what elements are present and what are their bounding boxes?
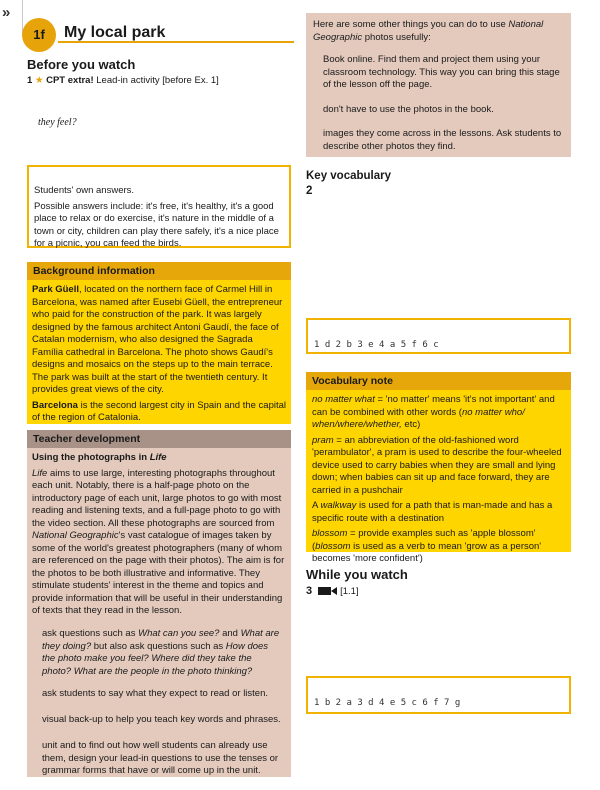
vocab-note-walkway: A walkway is used for a path that is man-made and has a specific route with a destination [312,500,553,524]
vocabulary-note-title: Vocabulary note [306,372,571,390]
answer-line-1: Students' own answers. [34,185,135,196]
photo-tip-3: images they come across in the lessons. Ask students to describe other photos they find. [323,128,562,152]
exercise-3-line [306,585,359,597]
exercise-2-number: 2 [306,185,313,197]
teacher-tip-4: unit and to find out how well students can already use them, design your lead-in questions to use the tenses or grammar forms that have or will come up in the unit. [42,740,279,776]
teacher-tip-3: visual back-up to help you teach key words and phrases. [42,714,281,725]
exercise-3-track: [1.1] [340,585,359,597]
background-information-title: Background information [27,262,291,280]
vocabulary-note-box [306,372,571,564]
before-you-watch-heading: Before you watch [27,57,136,72]
vocab-note-blossom: blossom = provide examples such as 'apple blossom' (blossom is used as a verb to mean 'grow as a person' becomes 'more confident') [312,528,542,564]
photo-tip-2: don't have to use the photos in the book. [323,103,494,115]
vocab-note-no-matter: no matter what = 'no matter' means 'it's not important' and can be combined with other words (no matter who/ when/where/whether, etc) [312,394,555,430]
cpt-extra-label: CPT extra! [46,75,94,86]
answer-box-2 [306,318,571,354]
video-camera-icon [318,587,331,595]
exercise-3-number: 3 [306,585,313,597]
exercise-1-text: Lead-in activity [before Ex. 1] [96,75,219,86]
teacher-development-box [27,430,291,777]
teacher-development-title: Teacher development [27,430,291,448]
partial-question-text: they feel? [38,117,77,128]
exercise-1-line [27,75,219,86]
teacher-tip-2: ask students to say what they expect to read or listen. [42,688,269,699]
background-information-box [27,262,291,424]
photo-tips-intro: Here are some other things you can do to use National Geographic photos usefully: [313,19,544,43]
teacher-development-body: Life aims to use large, interesting photographs throughout each unit. Notably, there is a half-page photo on the introductory page of each unit, large photos to go with most reading and listening texts, and a full-page photo to go with the video section. All these photographs are sourced from National Geographic's vast catalogue of images taken by some of the world's greatest photographers (many of whom are referenced on the page with their photos). The aim is for the photos to be both illustrative and informative. They stimulate students' interest in the theme and topics and provide information that will be useful in their understanding of texts that they read in the lesson. [32,467,285,616]
vocab-note-pram: pram = an abbreviation of the old-fashioned word 'perambulator', a pram is used to describe the four-wheeled device used to carry babies when they are small and lying down; when babies can sit up and face forward, they are carried in a pushchair [312,434,562,496]
answer-box-1 [27,165,291,248]
lesson-number: 1f [33,27,45,42]
answer-box-3 [306,676,571,714]
background-paragraph-2: Barcelona is the second largest city in Spain and the capital of the region of Catalonia. [32,399,287,423]
answers-exercise-2: 1 d 2 b 3 e 4 a 5 f 6 c [314,340,439,350]
teacher-tip-1: ask questions such as What can you see? and What are they doing? but also ask questions such as How does the photo make you feel? Where did they take the photo? What are the people in the photo thinking? [42,628,280,677]
answer-line-2: Possible answers include: it's free, it's healthy, it's a good place to relax or do exercise, it's nature in the middle of a town or city, children can play there safely, it's a nice place for a picnic, you can feed the birds. [34,200,279,249]
photo-tips-box [306,13,571,157]
star-icon: ★ [34,75,44,86]
answers-exercise-3: 1 b 2 a 3 d 4 e 5 c 6 f 7 g [314,698,461,708]
background-paragraph-1: Park Güell, located on the northern face of Carmel Hill in Barcelona, was named after Eusebi Güell, the entrepreneur who paid for the construction of the park. It was largely designed by the famous architect Antoni Gaudí, the face of Catalan modernism, who also designed the Sagrada Família cathedral in Barcelona. The photo shows Gaudí's designs and mosaics on the steps up to the main terrace. The park was built at the start of the twentieth century. It provides great views of the city. [32,284,283,395]
teacher-development-subtitle: Using the photographs in Life [32,452,167,463]
exercise-number: 1 [27,75,33,86]
while-you-watch-heading: While you watch [306,567,408,582]
title-underline [58,41,294,43]
nav-arrow-button[interactable] [0,0,23,34]
lesson-title: My local park [64,24,166,41]
double-chevron-icon: » [2,4,11,21]
key-vocabulary-heading: Key vocabulary [306,170,392,182]
photo-tip-1: Book online. Find them and project them using your classroom technology. This way you can bring this stage of the lesson off the page. [323,54,560,90]
